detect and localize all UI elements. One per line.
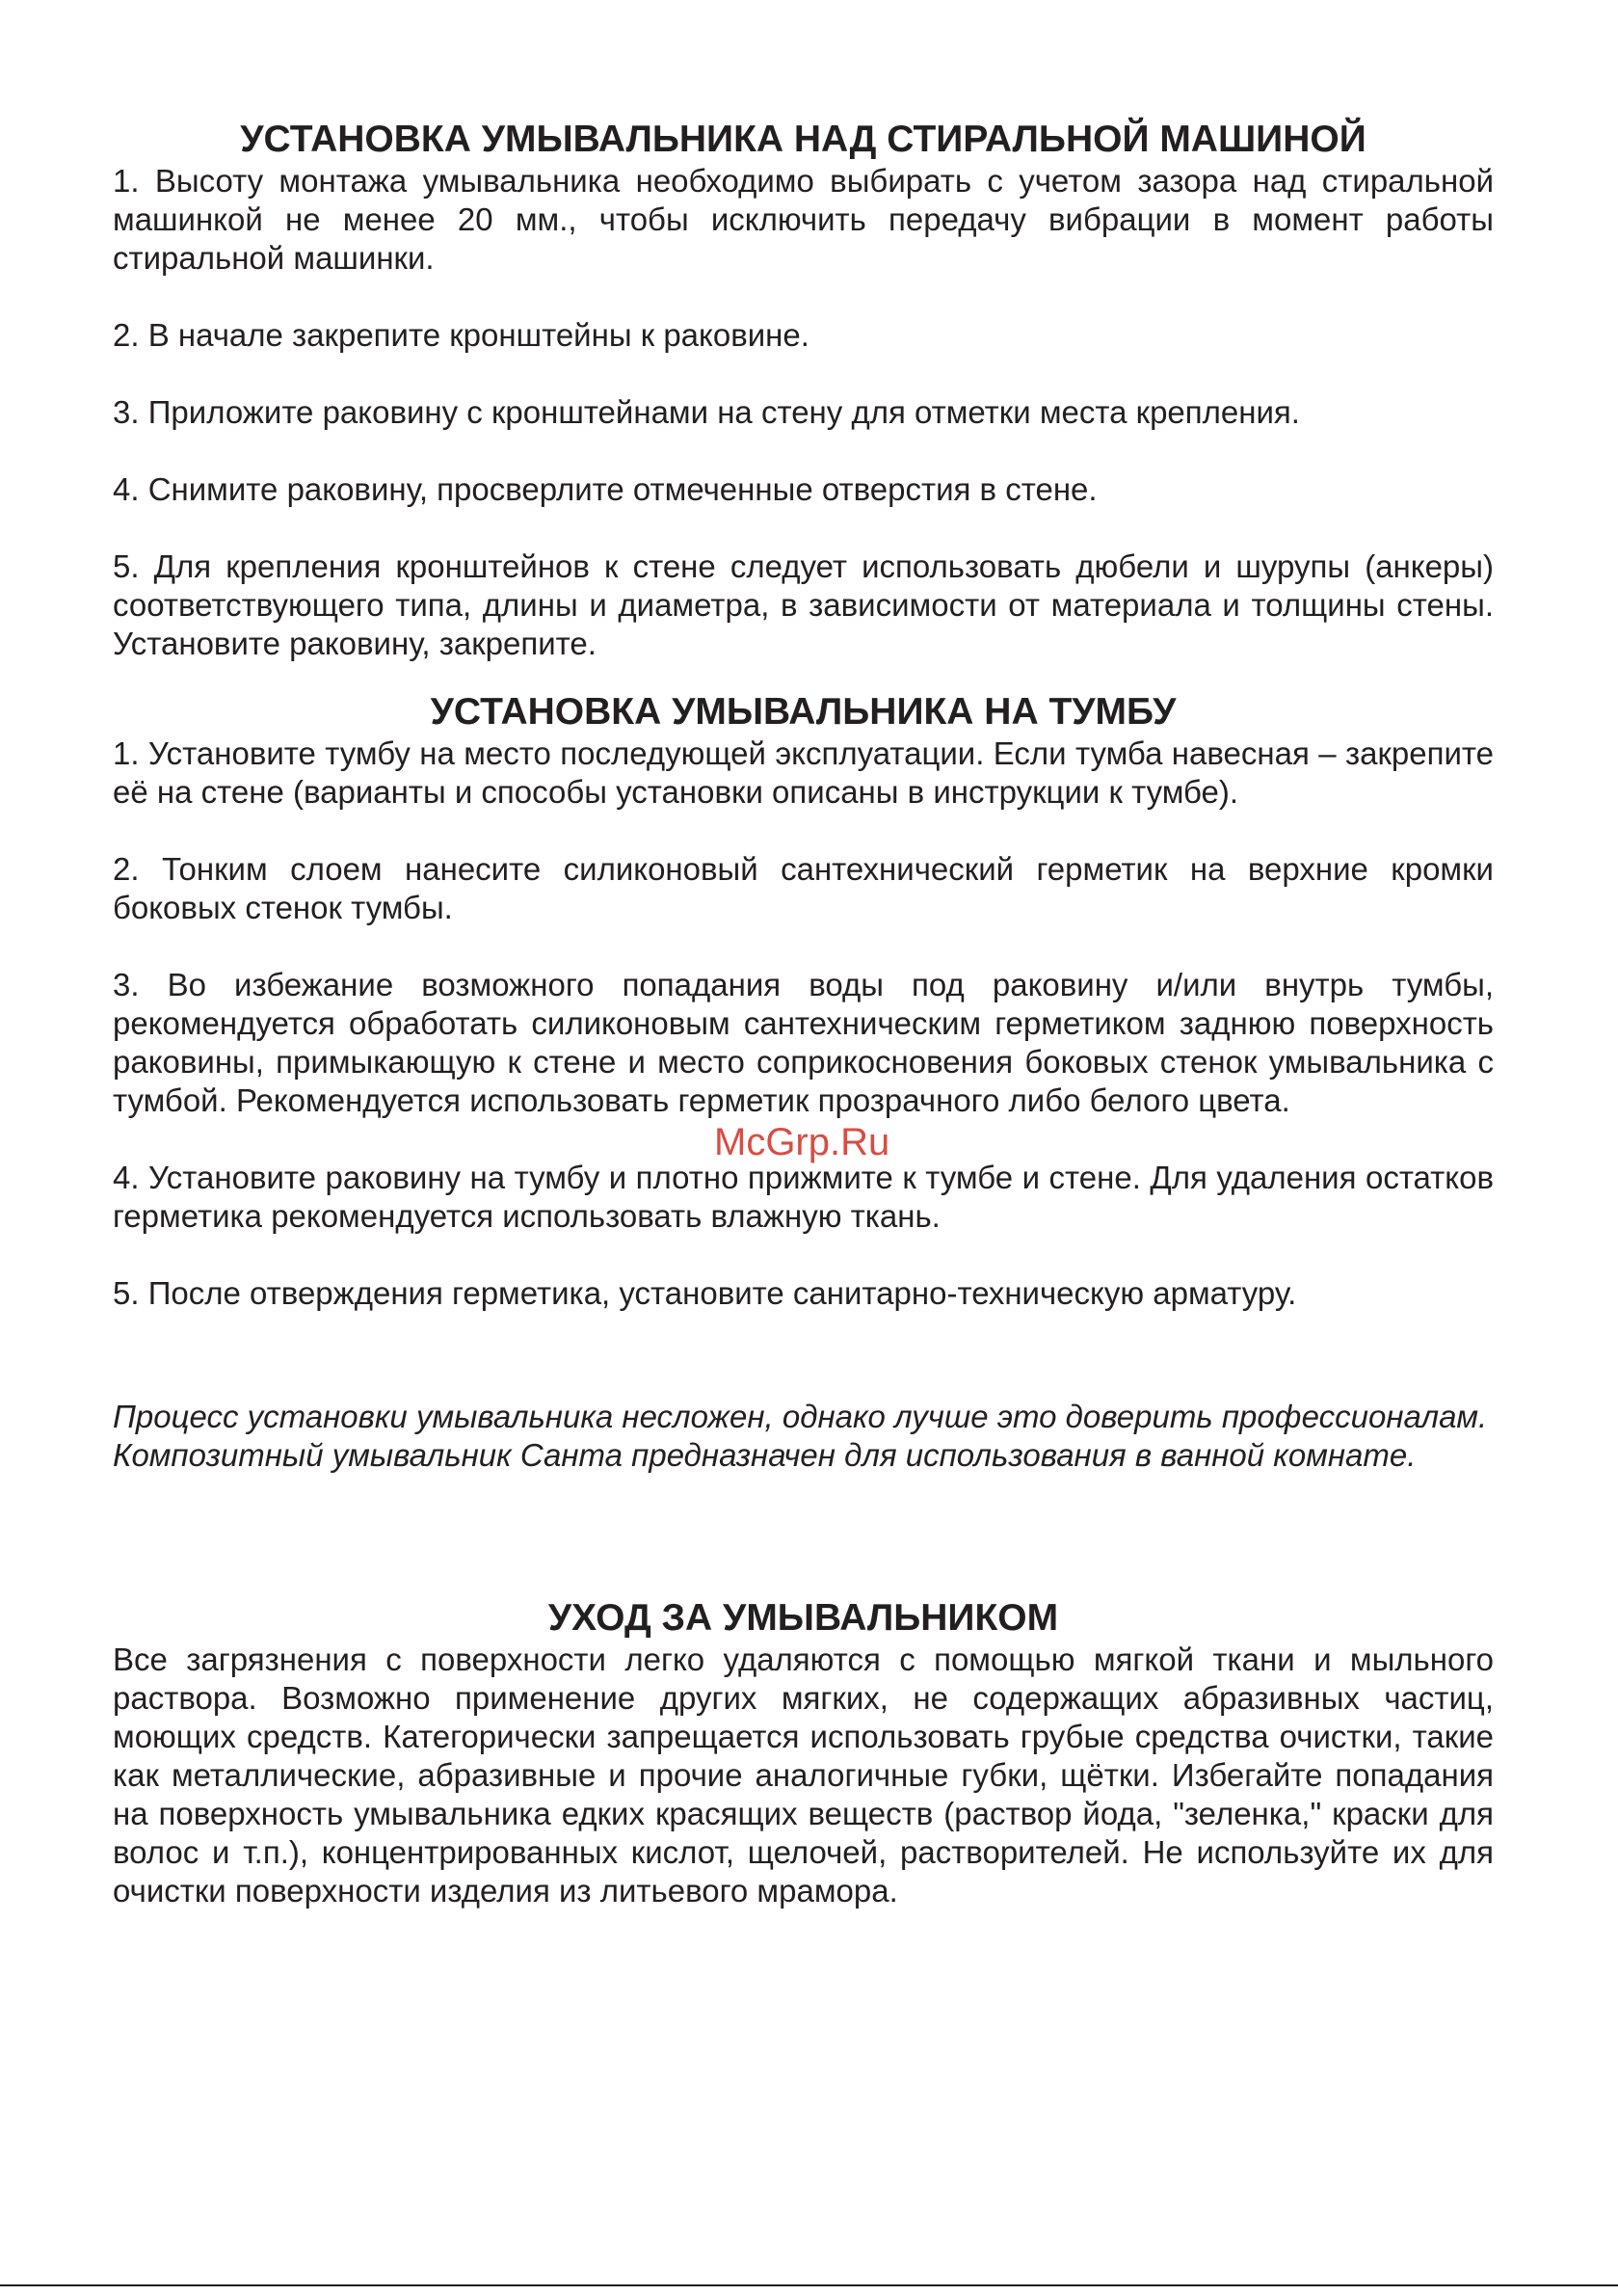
- section1-item-3: 3. Приложите раковину с кронштейнами на стену для отметки места крепления.: [113, 394, 1300, 430]
- watermark: McGrp.Ru: [714, 1121, 890, 1163]
- section2-item-5: 5. После отверждения герметика, установите санитарно-техническую арматуру.: [113, 1275, 1297, 1311]
- section2-item-2: 2. Тонким слоем нанесите силиконовый сантехнический герметик на верхние кромки боковых стенок тумбы.: [113, 851, 1494, 925]
- section1-item-2: 2. В начале закрепите кронштейны к раковине.: [113, 317, 809, 353]
- section2-item-4: 4. Установите раковину на тумбу и плотно прижмите к тумбе и стене. Для удаления остатков герметика рекомендуется использовать влажную ткань.: [113, 1160, 1494, 1234]
- section1-item-1: 1. Высоту монтажа умывальника необходимо выбирать с учетом зазора над стиральной машинкой не менее 20 мм., чтобы исключить передачу вибрации в момент работы стиральной машинки.: [113, 163, 1494, 276]
- document-page: [113, 118, 1494, 1910]
- bottom-rule: [0, 2284, 1618, 2286]
- section2-item-1: 1. Установите тумбу на место последующей эксплуатации. Если тумба навесная – закрепите её на стене (варианты и способы установки описаны в инструкции к тумбе).: [113, 735, 1494, 810]
- note-line-2: Композитный умывальник Санта предназначен для использования в ванной комнате.: [113, 1437, 1417, 1473]
- section-title-care: УХОД ЗА УМЫВАЛЬНИКОМ: [547, 1597, 1059, 1639]
- section1-item-4: 4. Снимите раковину, просверлите отмеченные отверстия в стене.: [113, 471, 1098, 507]
- care-paragraph: Все загрязнения с поверхности легко удаляются с помощью мягкой ткани и мыльного раствора. Возможно применение других мягких, не содержащих абразивных частиц, моющих средств. Категорически запрещается использовать грубые средства очистки, такие как металлические, абразивные и прочие аналогичные губки, щётки. Избегайте попадания на поверхность умывальника едких красящих веществ (раствор йода, "зеленка," краски для волос и т.п.), концентрированных кислот, щелочей, растворителей. Не используйте их для очистки поверхности изделия из литьевого мрамора.: [113, 1642, 1494, 1909]
- section-title-washing-machine: УСТАНОВКА УМЫВАЛЬНИКА НАД СТИРАЛЬНОЙ МАШИНОЙ: [240, 119, 1366, 160]
- section1-item-5: 5. Для крепления кронштейнов к стене следует использовать дюбели и шурупы (анкеры) соответствующего типа, длины и диаметра, в зависимости от материала и толщины стены. Установите раковину, закрепите.: [113, 548, 1494, 661]
- section2-item-3: 3. Во избежание возможного попадания воды под раковину и/или внутрь тумбы, рекомендуется обработать силиконовым сантехническим герметиком заднюю поверхность раковины, примыкающую к стене и место соприкосновения боковых стенок умывальника с тумбой. Рекомендуется использовать герметик прозрачного либо белого цвета.: [113, 967, 1494, 1118]
- section-title-cabinet: УСТАНОВКА УМЫВАЛЬНИКА НА ТУМБУ: [430, 691, 1177, 733]
- note-line-1: Процесс установки умывальника несложен, однако лучше это доверить профессионалам.: [113, 1399, 1488, 1434]
- installation-note: [113, 1398, 1494, 1475]
